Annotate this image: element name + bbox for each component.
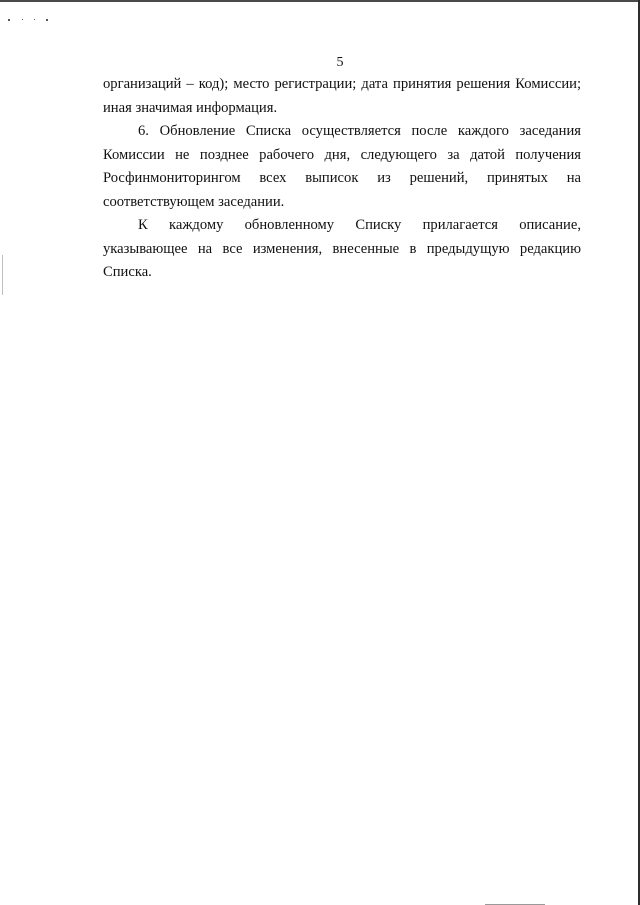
paragraph-continuation: организаций – код); место регистрации; дата принятия решения Комиссии; иная значимая информация.: [103, 76, 581, 116]
scan-edge-top: [0, 0, 640, 2]
body-text: [103, 73, 581, 285]
scan-artifact-dots: [8, 17, 58, 25]
paragraph-item-6: 6. Обновление Списка осуществляется после каждого заседания Комиссии не позднее рабочего дня, следующего за датой получения Росфинмониторингом всех выписок из решений, принятых на соответствующем заседании.: [103, 123, 581, 210]
page-number: 5: [336, 55, 344, 70]
paragraph-description: К каждому обновленному Списку прилагается описание, указывающее на все изменения, внесенные в предыдущую редакцию Списка.: [103, 217, 581, 280]
scan-artifact-left: [2, 255, 3, 295]
